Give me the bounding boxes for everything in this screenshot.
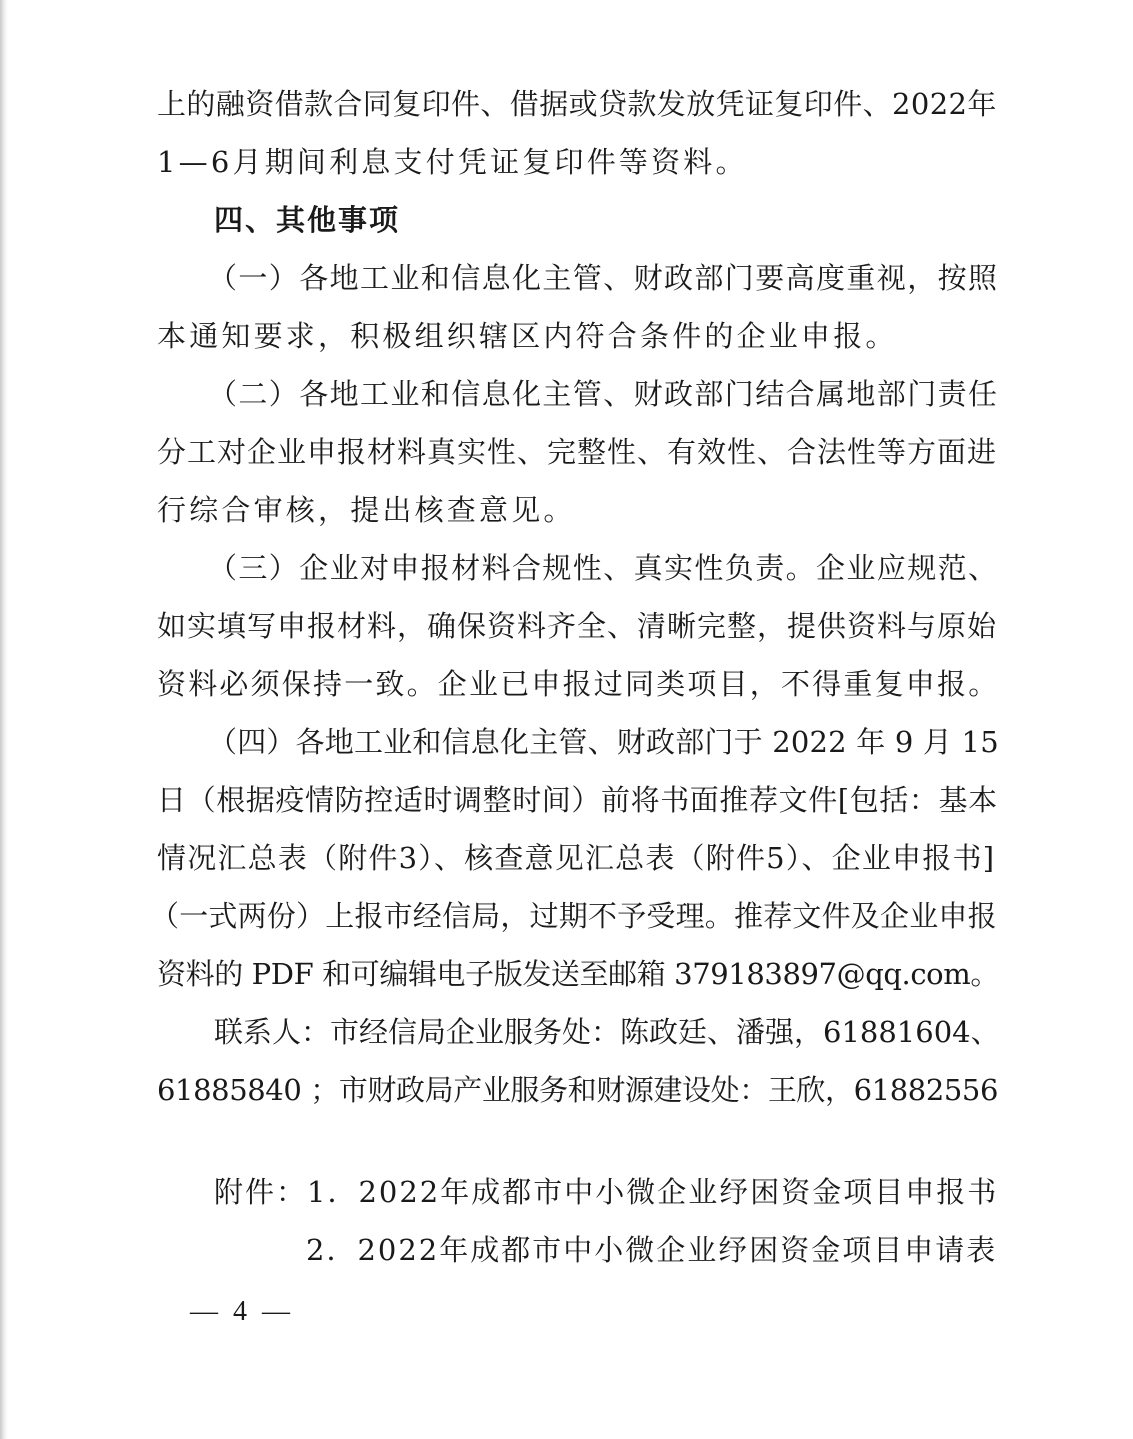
contact-line-1: 联系人：市经信局企业服务处：陈政廷、潘强，61881604、 [214,1015,1000,1049]
body-line-2: 1—6月期间利息支付凭证复印件等资料。 [157,145,748,179]
body-line-5: 本通知要求，积极组织辖区内符合条件的企业申报。 [157,319,898,353]
section-heading: 四、其他事项 [214,203,401,237]
body-line-16: 资料的 PDF 和可编辑电子版发送至邮箱 379183897@qq.com。 [157,957,999,991]
body-line-4: （一）各地工业和信息化主管、财政部门要高度重视，按照 [208,261,999,295]
body-line-6: （二）各地工业和信息化主管、财政部门结合属地部门责任 [208,377,999,411]
body-line-13: 日（根据疫情防控适时调整时间）前将书面推荐文件[包括：基本 [157,783,998,817]
body-line-11: 资料必须保持一致。企业已申报过同类项目，不得重复申报。 [157,667,1000,701]
body-line-10: 如实填写申报材料，确保资料齐全、清晰完整，提供资料与原始 [157,609,998,643]
body-line-14: 情况汇总表（附件3）、核查意见汇总表（附件5）、企业申报书] [157,841,996,875]
page-edge-shadow [0,0,8,1439]
attachment-line-2: 2．2022年成都市中小微企业纾困资金项目申请表 [306,1233,998,1267]
contact-line-2: 61885840 ；市财政局产业服务和财源建设处：王欣，61882556 [157,1073,999,1107]
body-line-8: 行综合审核，提出核查意见。 [157,493,576,527]
page-number: — 4 — [190,1296,294,1327]
body-line-7: 分工对企业申报材料真实性、完整性、有效性、合法性等方面进 [157,435,998,469]
body-line-9: （三）企业对申报材料合规性、真实性负责。企业应规范、 [208,551,999,585]
body-line-1: 上的融资借款合同复印件、借据或贷款发放凭证复印件、2022年 [157,87,997,121]
body-line-15: （一式两份）上报市经信局，过期不予受理。推荐文件及企业申报 [150,899,997,933]
attachment-line-1: 附件：1．2022年成都市中小微企业纾困资金项目申报书 [214,1175,999,1209]
body-line-12: （四）各地工业和信息化主管、财政部门于 2022 年 9 月 15 [208,725,999,759]
